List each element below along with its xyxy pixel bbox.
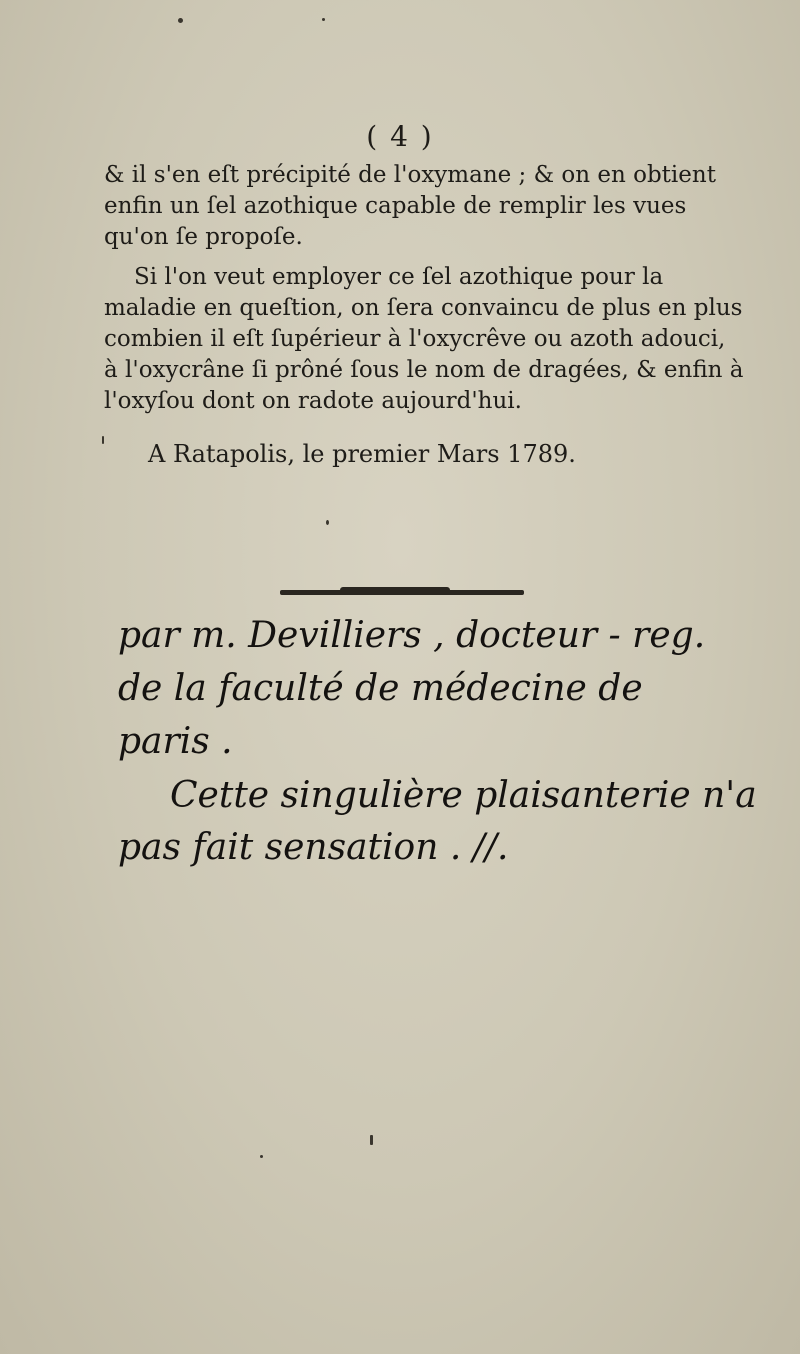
paper-speck [260, 1155, 263, 1158]
paragraph-1: & il s'en eſt précipité de l'oxymane ; & on en obtient enfin un ſel azothique capable de remplir les vues qu'on ſe propoſe. [104, 162, 716, 250]
paper-speck [326, 520, 329, 525]
handwritten-line-1: par m. Devilliers , docteur - reg. [118, 615, 706, 656]
handwritten-line-5: pas fait sensation . //. [118, 827, 509, 868]
handwritten-line-3: paris . [118, 721, 233, 762]
paper-speck [178, 18, 183, 23]
paper-speck [102, 436, 104, 444]
handwritten-line-2: de la faculté de médecine de [118, 668, 643, 709]
handwritten-line-4: Cette singulière plaisanterie n'a [170, 775, 757, 816]
dateline: A Ratapolis, le premier Mars 1789. [148, 440, 576, 468]
paper-speck [322, 18, 325, 21]
paragraph-2: Si l'on veut employer ce ſel azothique pour la maladie en queſtion, on ſera convaincu de plus en plus combien il eſt ſupérieur à l'oxycrêve ou azoth adouci, à l'oxycrâne ſi prôné ſous le nom de dragées, & enfin à l'oxyſou dont on radote aujourd'hui. [104, 264, 744, 414]
page-number: ( 4 ) [366, 120, 434, 153]
paper-speck [370, 1135, 373, 1145]
rule-ornament [340, 587, 450, 595]
